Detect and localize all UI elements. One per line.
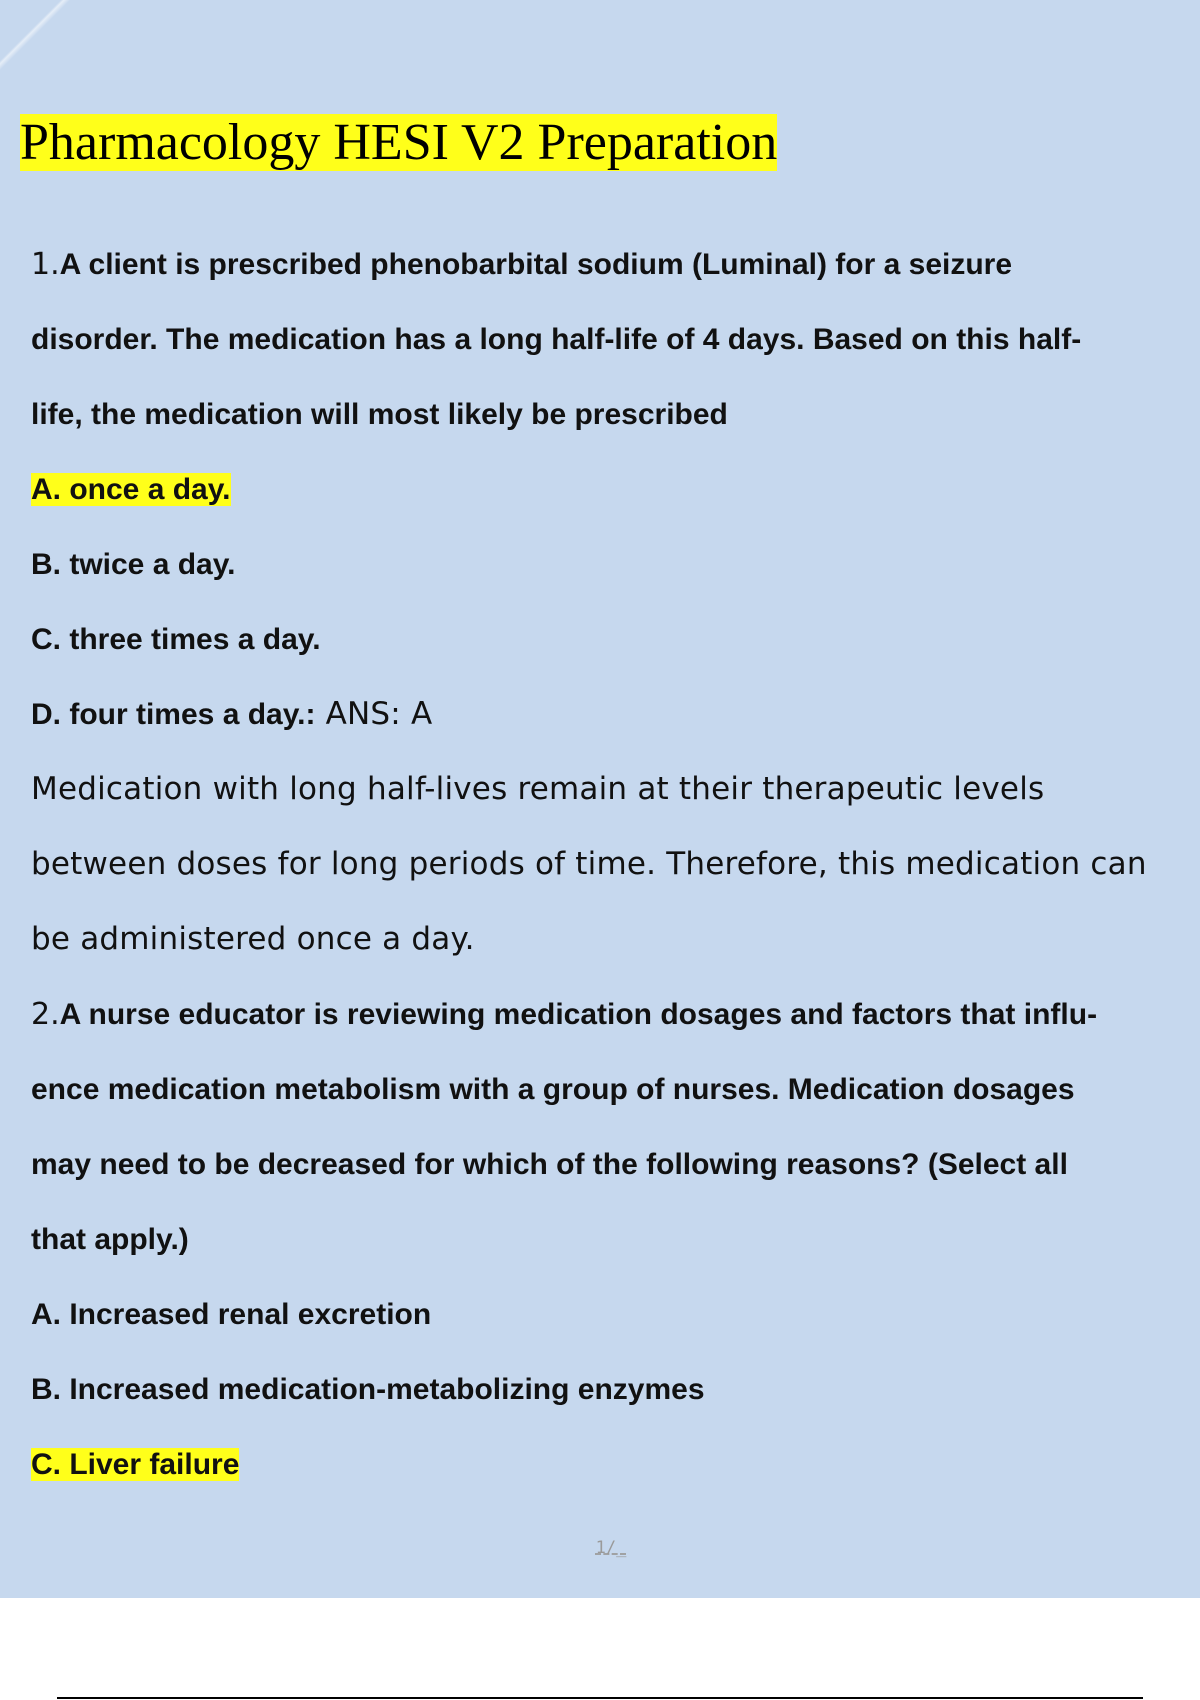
question-1-rationale-line-2: between doses for long periods of time. Therefore, this medication can — [31, 846, 1147, 882]
question-1-rationale-line-3: be administered once a day. — [31, 921, 475, 957]
page-corner-fold — [0, 0, 80, 80]
question-2-stem-line-1: A nurse educator is reviewing medication dosages and factors that influ- — [59, 998, 1098, 1031]
question-2-stem-line-4: that apply.) — [31, 1223, 189, 1256]
question-1-option-a-text: A. once a day. — [31, 473, 231, 506]
question-1-line-2 — [31, 302, 1181, 377]
document-title — [20, 110, 777, 176]
question-2-line-1 — [31, 977, 1181, 1052]
title-highlight: Pharmacology HESI V2 Preparation — [20, 114, 778, 171]
question-2-option-a-text: A. Increased renal excretion — [31, 1298, 432, 1331]
question-2-number: 2. — [31, 997, 60, 1032]
question-1-line-3 — [31, 377, 1181, 452]
question-2-option-c — [31, 1427, 1181, 1502]
question-1-option-b — [31, 527, 1181, 602]
question-1-line-1 — [31, 227, 1181, 302]
question-1-rationale-line-1: Medication with long half-lives remain at their therapeutic levels — [31, 771, 1045, 807]
question-1-option-c — [31, 602, 1181, 677]
question-2-stem-line-3: may need to be decreased for which of the following reasons? (Select all — [31, 1148, 1068, 1181]
question-1-option-b-text: B. twice a day. — [31, 548, 236, 581]
question-2-option-b-text: B. Increased medication-metabolizing enzymes — [31, 1373, 705, 1406]
question-1-option-d — [31, 677, 1181, 752]
question-1-option-a — [31, 452, 1181, 527]
question-1-stem-line-1: A client is prescribed phenobarbital sodium (Luminal) for a seizure — [59, 248, 1013, 281]
question-2-line-3 — [31, 1127, 1181, 1202]
question-2-line-4 — [31, 1202, 1181, 1277]
bottom-divider — [57, 1697, 1143, 1699]
question-2-option-b — [31, 1352, 1181, 1427]
question-2-line-2 — [31, 1052, 1181, 1127]
question-1-number: 1. — [31, 247, 60, 282]
question-2-stem-line-2: ence medication metabolism with a group of nurses. Medication dosages — [31, 1073, 1075, 1106]
page-number: 1/_ — [595, 1538, 627, 1558]
question-1-stem-line-3: life, the medication will most likely be prescribed — [31, 398, 728, 431]
document-content — [31, 227, 1181, 1502]
question-1-option-c-text: C. three times a day. — [31, 623, 321, 656]
question-1-answer: ANS: A — [315, 696, 433, 732]
question-1-stem-line-2: disorder. The medication has a long half-life of 4 days. Based on this half- — [31, 323, 1082, 356]
question-2-option-a — [31, 1277, 1181, 1352]
question-2-option-c-text: C. Liver failure — [31, 1448, 240, 1481]
question-1-option-d-text: D. four times a day.: — [31, 698, 316, 731]
